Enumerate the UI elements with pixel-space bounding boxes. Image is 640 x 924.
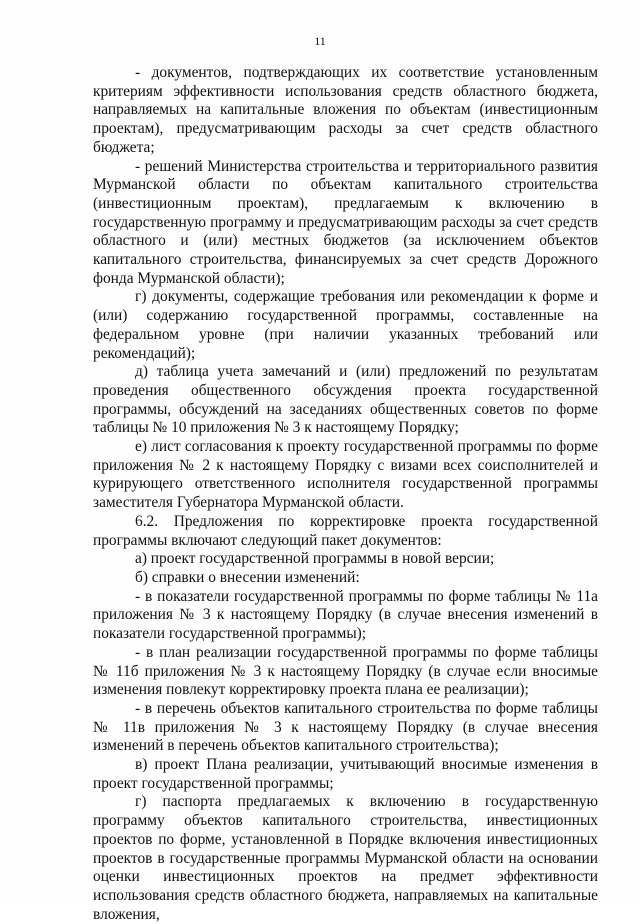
paragraph-indicators-table-11a: - в показатели государственной программы по форме таблицы № 11а приложения № 3 к настоящему Порядку (в случае внесения изменений в показатели государственной программы); — [93, 587, 598, 643]
paragraph-section-6-2: 6.2. Предложения по корректировке проекта государственной программы включают следующий пакет документов: — [93, 512, 598, 549]
document-body — [93, 64, 598, 924]
paragraph-documents-criteria: - документов, подтверждающих их соответствие установленным критериям эффективности использования средств областного бюджета, направляемых на капитальные вложения по объектам (инвестиционным проектам), предусматривающим расходы за счет средств областного бюджета; — [93, 64, 598, 156]
paragraph-item-g-passports: г) паспорта предлагаемых к включению в государственную программу объектов капитального строительства, инвестиционных проектов по форме, установленной в Порядке включения инвестиционных проектов в государственные программы Мурманской области на основании оценки инвестиционных проектов на предмет эффективности использования средств областного бюджета, направляемых на капитальные вложения, — [93, 793, 598, 923]
paragraph-objects-table-11v: - в перечень объектов капитального строительства по форме таблицы № 11в приложения № 3 к настоящему Порядку (в случае внесения изменений в перечень объектов капитального строительства); — [93, 699, 598, 755]
paragraph-item-a-new-version: а) проект государственной программы в новой версии; — [135, 550, 495, 568]
paragraph-item-e-approval-sheet: е) лист согласования к проекту государственной программы по форме приложения № 2 к настоящему Порядку с визами всех соисполнителей и курирующего ответственного исполнителя государственной программы заместителя Губернатора Мурманской области. — [93, 438, 598, 512]
paragraph-plan-table-11b: - в план реализации государственной программы по форме таблицы № 11б приложения № 3 к настоящему Порядку (в случае если вносимые изменения повлекут корректировку проекта плана ее реализации); — [93, 643, 598, 699]
paragraph-item-v-plan-draft: в) проект Плана реализации, учитывающий вносимые изменения в проект государственной программы; — [93, 756, 598, 792]
paragraph-item-b-change-notes: б) справки о внесении изменений: — [135, 568, 360, 586]
paragraph-item-g-requirements: г) документы, содержащие требования или рекомендации к форме и (или) содержанию государственной программы, составленные на федеральном уровне (при наличии указанных требований или рекомендаций); — [93, 288, 598, 362]
paragraph-ministry-decisions: - решений Министерства строительства и территориального развития Мурманской области по объектам капитального строительства (инвестиционным проектам), предлагаемым к включению в государственную программу и предусматривающим расходы за счет средств областного и (или) местных бюджетов (за исключением объектов капитального строительства, финансируемых за счет средств Дорожного фонда Мурманской области); — [93, 157, 598, 287]
paragraph-item-d-remarks-table: д) таблица учета замечаний и (или) предложений по результатам проведения общественного обсуждения проекта государственной программы, обсуждений на заседаниях общественных советов по форме таблицы № 10 приложения № 3 к настоящему Порядку; — [93, 363, 598, 437]
page-number: 11 — [314, 34, 326, 48]
